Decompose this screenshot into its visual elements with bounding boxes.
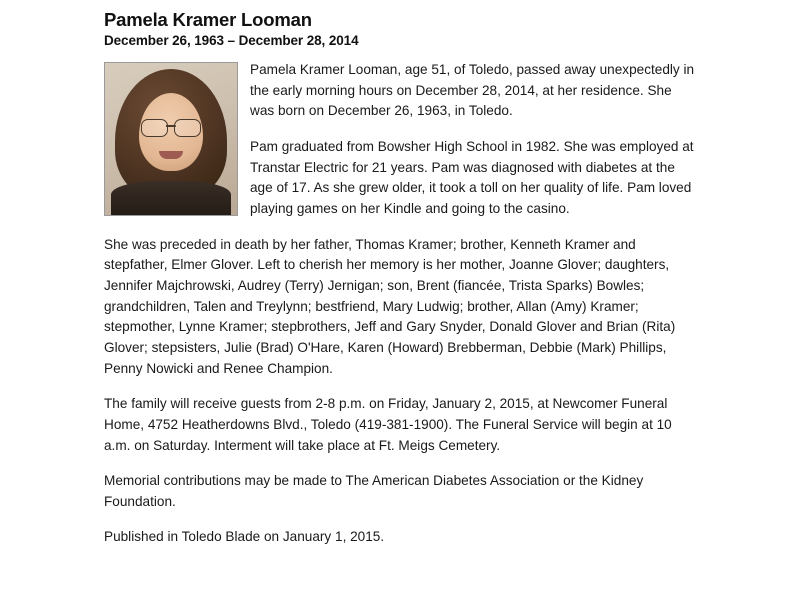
life-dates: December 26, 1963 – December 28, 2014 <box>104 33 359 49</box>
obituary-body <box>104 60 696 548</box>
publication-notice: Published in Toledo Blade on January 1, 2015. <box>104 529 385 545</box>
glasses-icon <box>141 119 201 135</box>
portrait-photo <box>104 62 238 216</box>
page-title: Pamela Kramer Looman <box>104 9 312 30</box>
obituary-paragraph: Pamela Kramer Looman, age 51, of Toledo, passed away unexpectedly in the early morning hours on December 28, 2014, at her residence. She was born on December 26, 1963, in Toledo. <box>250 62 695 119</box>
glasses-right-lens <box>174 119 201 137</box>
obituary-paragraph: Pam graduated from Bowsher High School in 1982. She was employed at Transtar Electric for 21 years. Pam was diagnosed with diabetes at the age of 17. As she grew older, it took a toll on her quality of life. Pam loved playing games on her Kindle and going to the casino. <box>250 138 694 216</box>
obituary-paragraph: She was preceded in death by her father, Thomas Kramer; brother, Kenneth Kramer and stepfather, Elmer Glover. Left to cherish her memory is her mother, Joanne Glover; daughters, Jennifer Majchrowski, Audrey (Terry) Jernigan; son, Brent (fiancée, Trista Sparks) Bowles; grandchildren, Talen and Treylynn; bestfriend, Mary Ludwig; brother, Allan (Amy) Kramer; stepmother, Lynne Kramer; stepbrothers, Jeff and Gary Snyder, Donald Glover and Brian (Rita) Glover; stepsisters, Julie (Brad) O'Hare, Karen (Howard) Brebberman, Debbie (Mark) Phillips, Penny Nowicki and Renee Champion. <box>104 236 676 376</box>
photo-torso <box>111 181 231 215</box>
obituary-paragraph: Memorial contributions may be made to The American Diabetes Association or the Kidney Foundation. <box>104 473 644 509</box>
obituary-paragraph: The family will receive guests from 2-8 p.m. on Friday, January 2, 2015, at Newcomer Funeral Home, 4752 Heatherdowns Blvd., Toledo (419-381-1900). The Funeral Service will begin at 10 a.m. on Saturday. Interment will take place at Ft. Meigs Cemetery. <box>104 396 672 453</box>
glasses-left-lens <box>141 119 168 137</box>
